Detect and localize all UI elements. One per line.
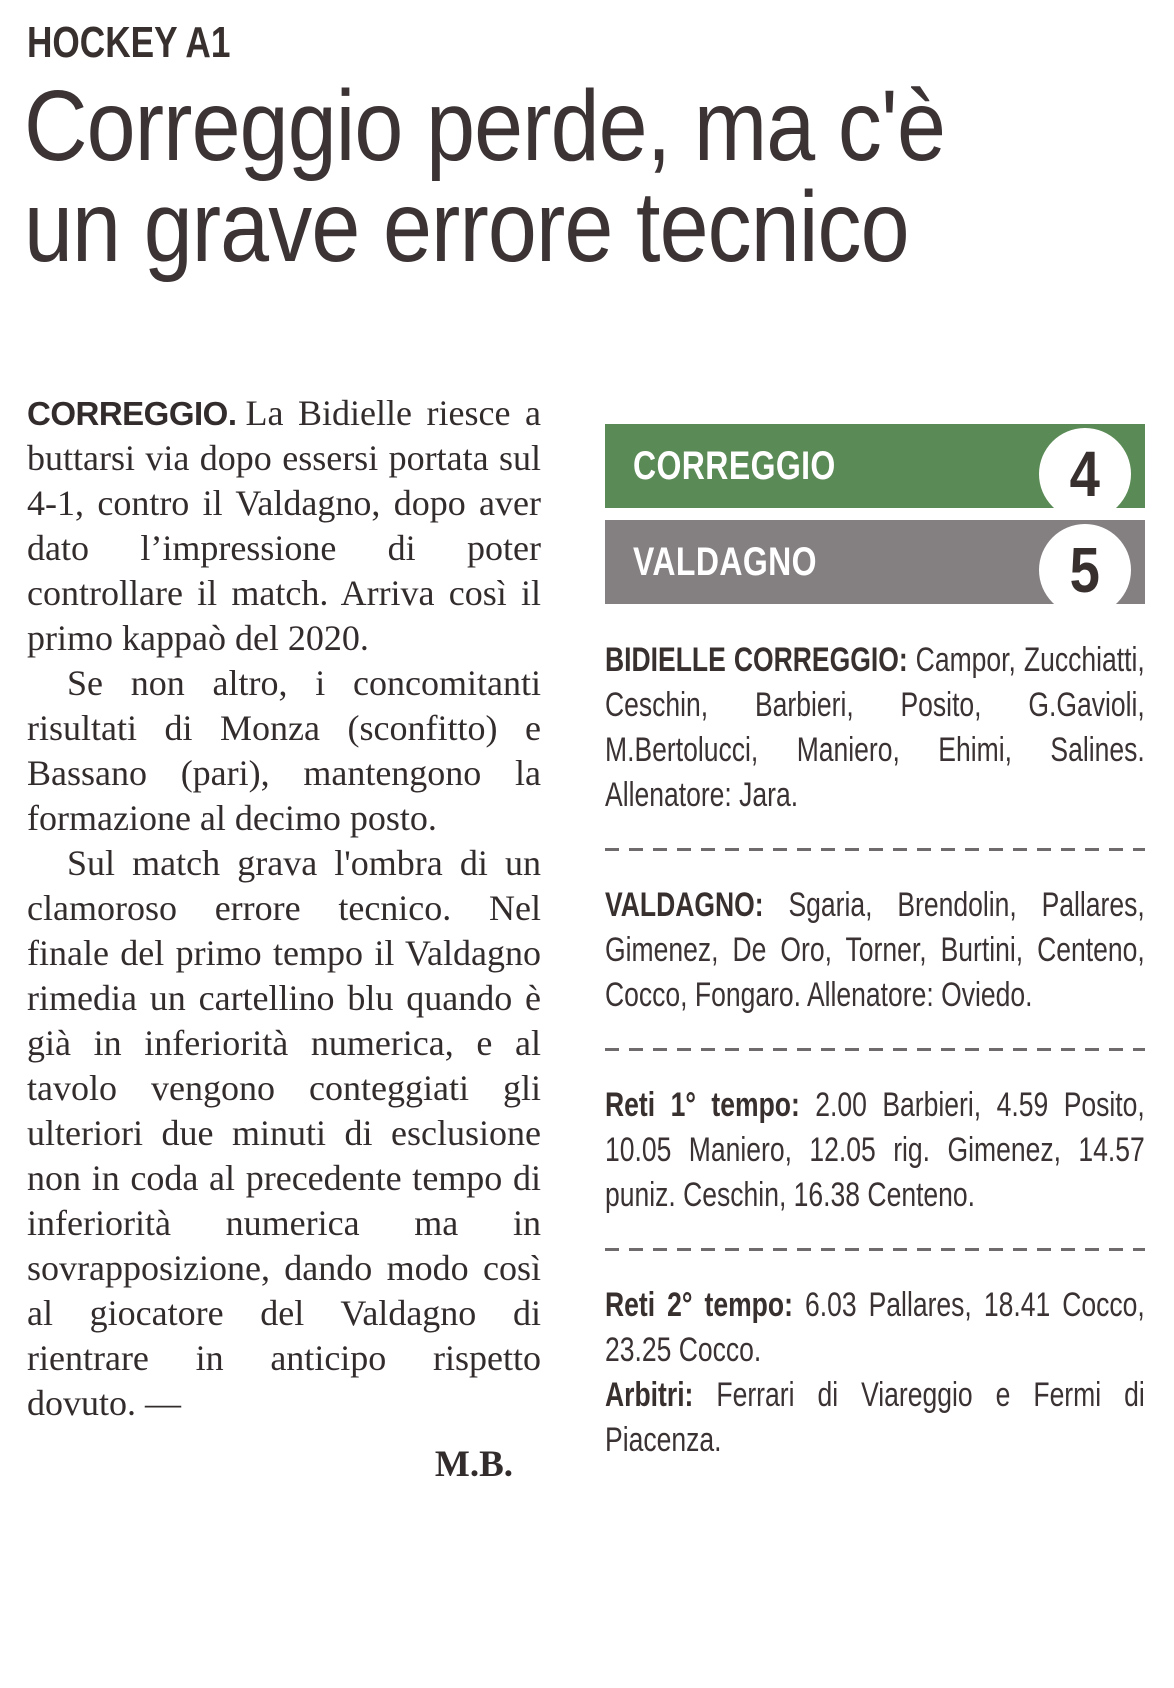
paragraph-text: La Bidielle riesce a buttarsi via dopo essersi portata sul 4-1, contro il Valdagno, dopo aver dato l’impressione di poter controllare il match. Arriva così il primo kappaò del 2020. bbox=[27, 393, 541, 658]
roster-away-label: VALDAGNO: bbox=[605, 886, 764, 924]
score-away: 5 bbox=[1069, 534, 1101, 606]
roster-home-label: BIDIELLE CORREGGIO: bbox=[605, 641, 908, 679]
headline bbox=[24, 70, 1114, 283]
headline-text: Correggio perde, ma c'è un grave errore tecnico bbox=[24, 70, 946, 283]
goals-second-half-text: 6.03 Pallares, 18.41 Cocco, 23.25 Cocco. bbox=[605, 1286, 1145, 1369]
goals-second-half-label: Reti 2° tempo: bbox=[605, 1286, 793, 1324]
goals-first-half-label: Reti 1° tempo: bbox=[605, 1086, 800, 1124]
roster-away bbox=[605, 883, 1145, 1018]
referees-label: Arbitri: bbox=[605, 1376, 694, 1414]
score-badge-home bbox=[1039, 428, 1131, 520]
dashed-divider bbox=[605, 1248, 1145, 1251]
roster-home-text: Campor, Zucchiatti, Ceschin, Barbieri, Posito, G.Gavioli, M.Bertolucci, Maniero, Ehimi, Salines. Allenatore: Jara. bbox=[605, 641, 1145, 814]
goals-first-half-text: 2.00 Barbieri, 4.59 Posito, 10.05 Maniero, 12.05 rig. Gimenez, 14.57 puniz. Ceschin, 16.38 Centeno. bbox=[605, 1086, 1145, 1214]
team-name-home: CORREGGIO bbox=[633, 444, 836, 488]
roster-home bbox=[605, 638, 1145, 818]
roster-away-text: Sgaria, Brendolin, Pallares, Gimenez, De Oro, Torner, Burtini, Centeno, Cocco, Fongaro. Allenatore: Oviedo. bbox=[605, 886, 1145, 1014]
article-paragraph: Se non altro, i concomitanti risultati di Monza (sconfitto) e Bassano (pari), mantengono la formazione al decimo posto. bbox=[27, 663, 541, 838]
article-paragraph bbox=[27, 391, 541, 661]
referees bbox=[605, 1373, 1145, 1463]
dateline: CORREGGIO. bbox=[27, 395, 237, 432]
match-box bbox=[605, 424, 1145, 1463]
goals-second-half bbox=[605, 1283, 1145, 1373]
article-body bbox=[27, 391, 541, 1487]
dashed-divider bbox=[605, 1048, 1145, 1051]
section-kicker bbox=[27, 18, 281, 68]
byline: M.B. bbox=[434, 1444, 513, 1485]
referees-text: Ferrari di Viareggio e Fermi di Piacenza. bbox=[605, 1376, 1145, 1459]
score-home: 4 bbox=[1069, 438, 1101, 510]
scoreboard bbox=[605, 424, 1145, 604]
section-kicker-label: HOCKEY A1 bbox=[27, 18, 231, 67]
score-row-away bbox=[605, 520, 1145, 604]
score-row-home bbox=[605, 424, 1145, 508]
article-paragraph: Sul match grava l'ombra di un clamoroso errore tecnico. Nel finale del primo tempo il Valdagno rimedia un cartellino blu quando è già in inferiorità numerica, e al tavolo vengono conteggiati gli ulteriori due minuti di esclusione non in coda al precedente tempo di inferiorità numerica ma in sovrapposizione, dando modo così al giocatore del Valdagno di rientrare in anticipo rispetto dovuto. — bbox=[27, 843, 541, 1423]
score-badge-away bbox=[1039, 524, 1131, 616]
goals-first-half bbox=[605, 1083, 1145, 1218]
team-name-away: VALDAGNO bbox=[633, 540, 817, 584]
dashed-divider bbox=[605, 848, 1145, 851]
